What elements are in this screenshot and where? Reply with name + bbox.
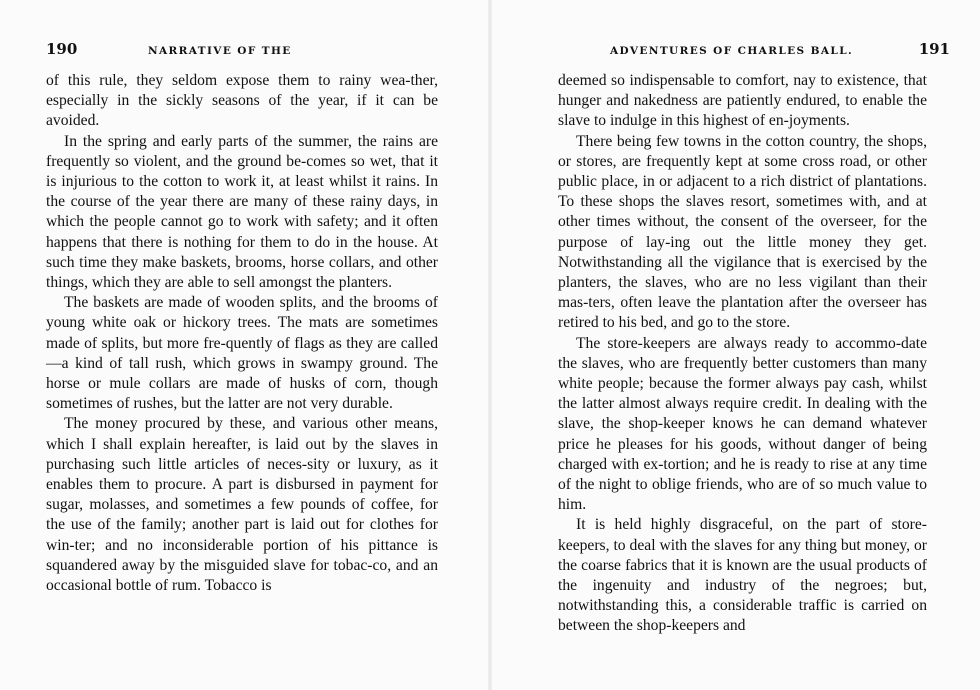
- right-page: [490, 0, 980, 690]
- paragraph: The money procured by these, and various other means, which I shall explain hereafter, is laid out by the slaves in purchasing such little articles of neces-sity or luxury, as it enables them to procure. A part is disbursed in payment for sugar, molasses, and sometimes a few pounds of coffee, for the use of the family; another part is laid out for clothes for win-ter; and no inconsiderable portion of his pittance is squandered away by the misguided slave for tobac-co, and an occasional bottle of rum. Tobacco is: [46, 415, 438, 595]
- page-number: 191: [918, 40, 950, 58]
- paragraph: of this rule, they seldom expose them to rainy wea-ther, especially in the sickly seasons of the year, if it can be avoided.: [46, 72, 438, 130]
- paragraph: deemed so indispensable to comfort, nay to existence, that hunger and nakedness are patiently endured, to enable the slave to indulge in this highest of en-joyments.: [558, 72, 927, 130]
- running-head: NARRATIVE OF THE: [148, 45, 292, 57]
- running-head: ADVENTURES OF CHARLES BALL.: [610, 45, 854, 57]
- paragraph: It is held highly disgraceful, on the part of store-keepers, to deal with the slaves for any thing but money, or the coarse fabrics that it is known are the usual products of the ingenuity and industry of the negroes; but, notwithstanding this, a considerable traffic is carried on between the shop-keepers and: [558, 516, 927, 635]
- paragraph: In the spring and early parts of the summer, the rains are frequently so violent, and the ground be-comes so wet, that it is injurious to the cotton to work it, at least whilst it rains. In the course of the year there are many of these rainy days, in which the people cannot go to work with safety; and it often happens that there is nothing for them to do in the house. At such time they make baskets, brooms, horse collars, and other things, which they are able to sell amongst the planters.: [46, 132, 438, 292]
- left-page-body: [46, 71, 438, 596]
- left-page-header: [46, 40, 446, 62]
- page-number: 190: [46, 40, 78, 58]
- paragraph: There being few towns in the cotton country, the shops, or stores, are frequently kept at some cross road, or other public place, in or adjacent to a rich district of plantations. To these shops the slaves resort, sometimes with, and at other times without, the consent of the overseer, for the purpose of lay-ing out the little money they get. Notwithstanding all the vigilance that is exercised by the planters, the slaves, who are no less vigilant than their mas-ters, often leave the plantation after the overseer has retired to his bed, and go to the store.: [558, 132, 927, 332]
- paragraph: The store-keepers are always ready to accommo-date the slaves, who are frequently better customers than many white people; because the former always pay cash, whilst the latter almost always require credit. In dealing with the slave, the shop-keeper knows he can demand whatever price he pleases for his goods, without danger of being charged with ex-tortion; and he is ready to rise at any time of the night to oblige friends, who are of so much value to him.: [558, 334, 927, 514]
- right-page-body: [558, 71, 927, 637]
- right-page-header: [610, 40, 950, 62]
- paragraph: The baskets are made of wooden splits, and the brooms of young white oak or hickory trees. The mats are sometimes made of splits, but more fre-quently of flags as they are called—a kind of tall rush, which grows in swampy ground. The horse or mule collars are made of husks of corn, though sometimes of rushes, but the latter are not very durable.: [46, 294, 438, 413]
